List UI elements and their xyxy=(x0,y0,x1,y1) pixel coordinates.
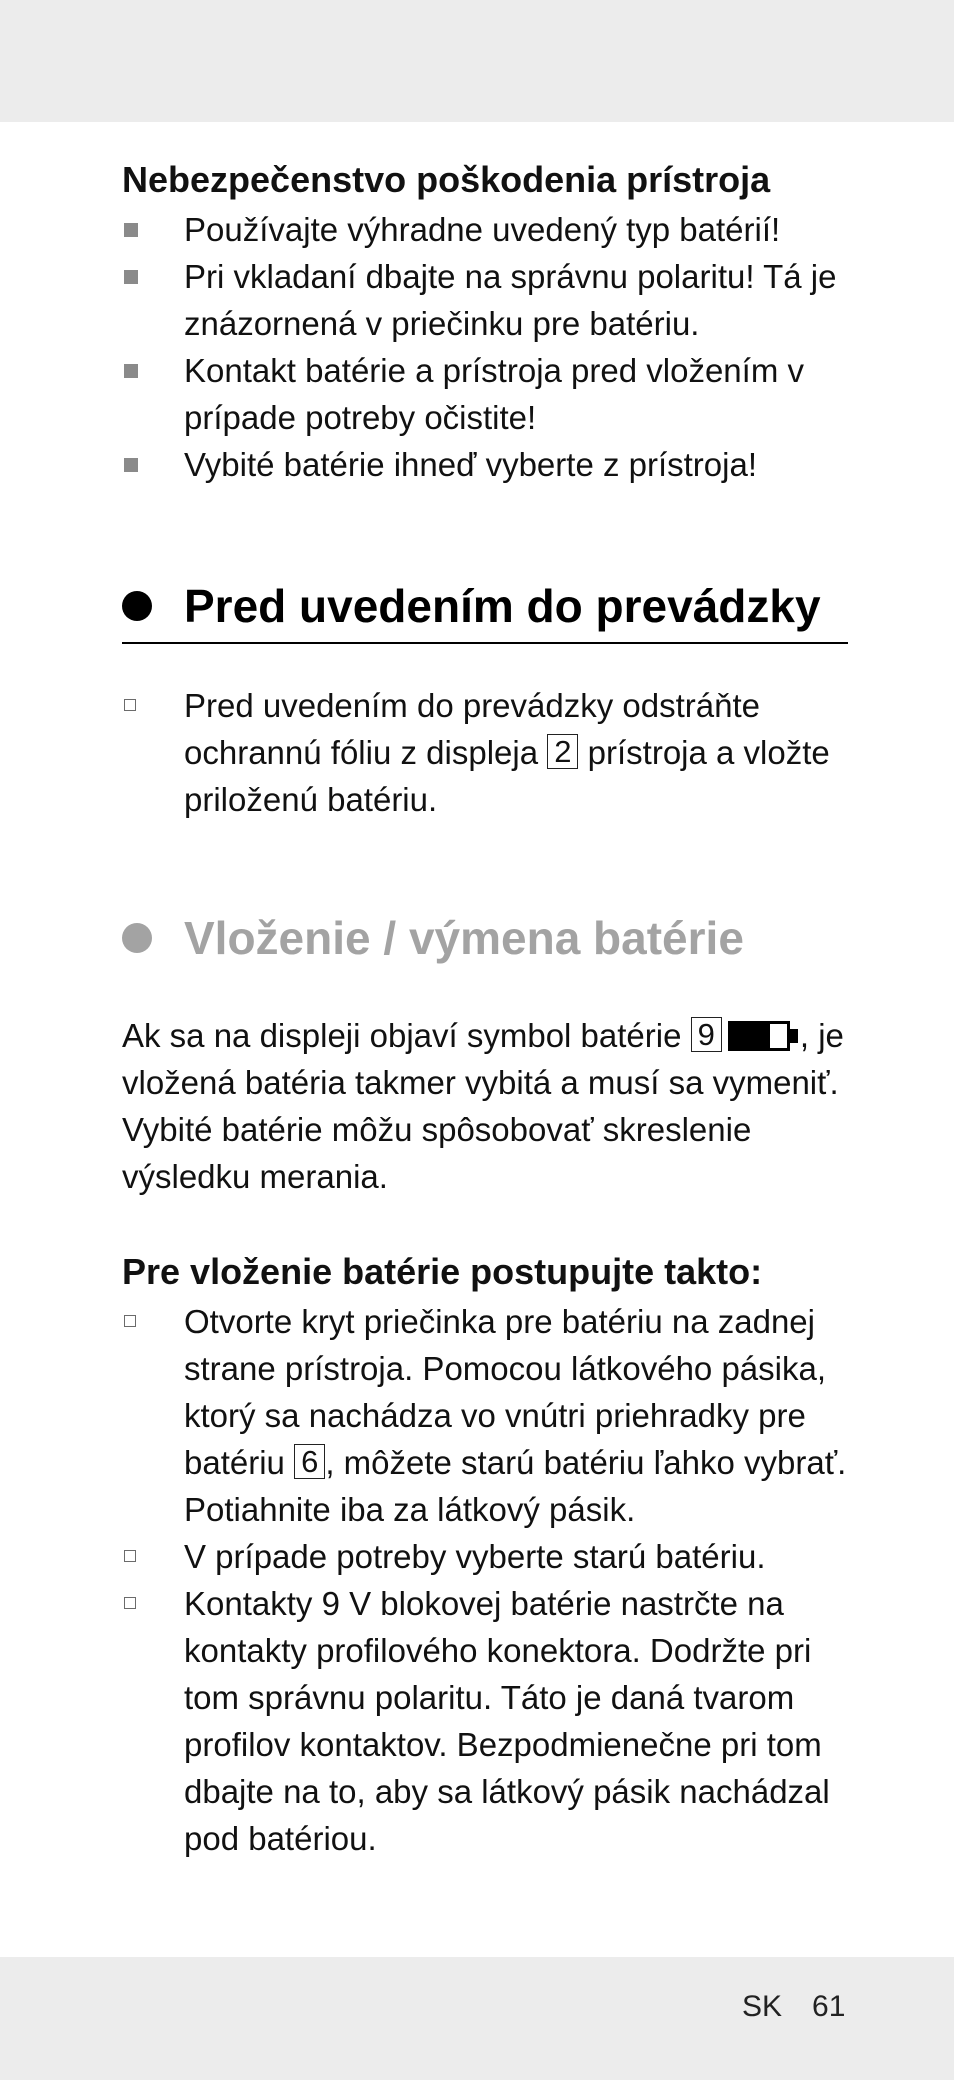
warning-item-text: Používajte výhradne uvedený typ batérií! xyxy=(184,211,781,248)
battery-low-icon xyxy=(728,1021,800,1051)
page-footer xyxy=(742,1987,875,2027)
step-text: V prípade potreby vyberte starú batériu. xyxy=(184,1538,766,1575)
checkbox-bullet-icon xyxy=(124,1315,136,1327)
checkbox-bullet-icon xyxy=(124,1550,136,1562)
paragraph-text: Ak sa na displeji objaví symbol batérie xyxy=(122,1017,691,1054)
warning-item-text: Kontakt batérie a prístroja pred vložením v prípade potreby očistite! xyxy=(184,352,804,436)
bullet-square-icon xyxy=(124,270,138,284)
section-bullet-icon xyxy=(122,923,152,953)
list-item xyxy=(122,682,857,823)
bullet-square-icon xyxy=(124,223,138,237)
list-item xyxy=(122,347,857,441)
section-title: Pred uvedením do prevádzky xyxy=(184,580,821,632)
list-item xyxy=(122,1298,857,1533)
warning-item-text: Vybité batérie ihneď vyberte z prístroja! xyxy=(184,446,758,483)
reference-number: 2 xyxy=(547,734,578,769)
steps-list xyxy=(122,1298,857,1862)
bullet-square-icon xyxy=(124,458,138,472)
bullet-square-icon xyxy=(124,364,138,378)
item-text: prístroja a vložte priloženú batériu. xyxy=(184,734,830,818)
warning-list xyxy=(122,206,857,488)
list-item xyxy=(122,206,857,253)
reference-number: 9 xyxy=(691,1017,722,1052)
battery-paragraph xyxy=(122,1012,857,1200)
item-text: Pred uvedením do prevádzky odstráňte ochrannú fóliu z displeja xyxy=(184,687,761,771)
page-number: 61 xyxy=(812,1990,846,2023)
paragraph-text: , je vložená batéria takmer vybitá a musí sa vymeniť. Vybité batérie môžu spôsobovať skreslenie výsledku merania. xyxy=(122,1017,844,1195)
step-text: Otvorte kryt priečinka pre batériu na zadnej strane prístroja. Pomocou látkového pásika, ktorý sa nachádza vo vnútri priehradky pre batériu xyxy=(184,1303,827,1481)
section-bullet-icon xyxy=(122,591,152,621)
footer-language: SK xyxy=(742,1990,783,2023)
section1-list xyxy=(122,682,857,823)
steps-heading: Pre vloženie batérie postupujte takto: xyxy=(122,1251,763,1292)
list-item xyxy=(122,1580,857,1862)
warning-item-text: Pri vkladaní dbajte na správnu polaritu! Tá je znázornená v priečinku pre batériu. xyxy=(184,258,837,342)
list-item xyxy=(122,441,857,488)
section-underline xyxy=(122,642,848,644)
list-item xyxy=(122,1533,857,1580)
step-text: , môžete starú batériu ľahko vybrať. Potiahnite iba za látkový pásik. xyxy=(184,1444,847,1528)
checkbox-bullet-icon xyxy=(124,699,136,711)
reference-number: 6 xyxy=(294,1444,325,1479)
list-item xyxy=(122,253,857,347)
step-text: Kontakty 9 V blokovej batérie nastrčte na kontakty profilového konektora. Dodržte pri tom správnu polaritu. Táto je daná tvarom profilov kontaktov. Bezpodmienečne pri tom dbajte na to, aby sa látkový pásik nachádzal pod batériou. xyxy=(184,1585,830,1857)
warning-heading: Nebezpečenstvo poškodenia prístroja xyxy=(122,159,771,200)
section-title: Vloženie / výmena batérie xyxy=(184,912,744,964)
header-band xyxy=(0,0,954,122)
checkbox-bullet-icon xyxy=(124,1597,136,1609)
